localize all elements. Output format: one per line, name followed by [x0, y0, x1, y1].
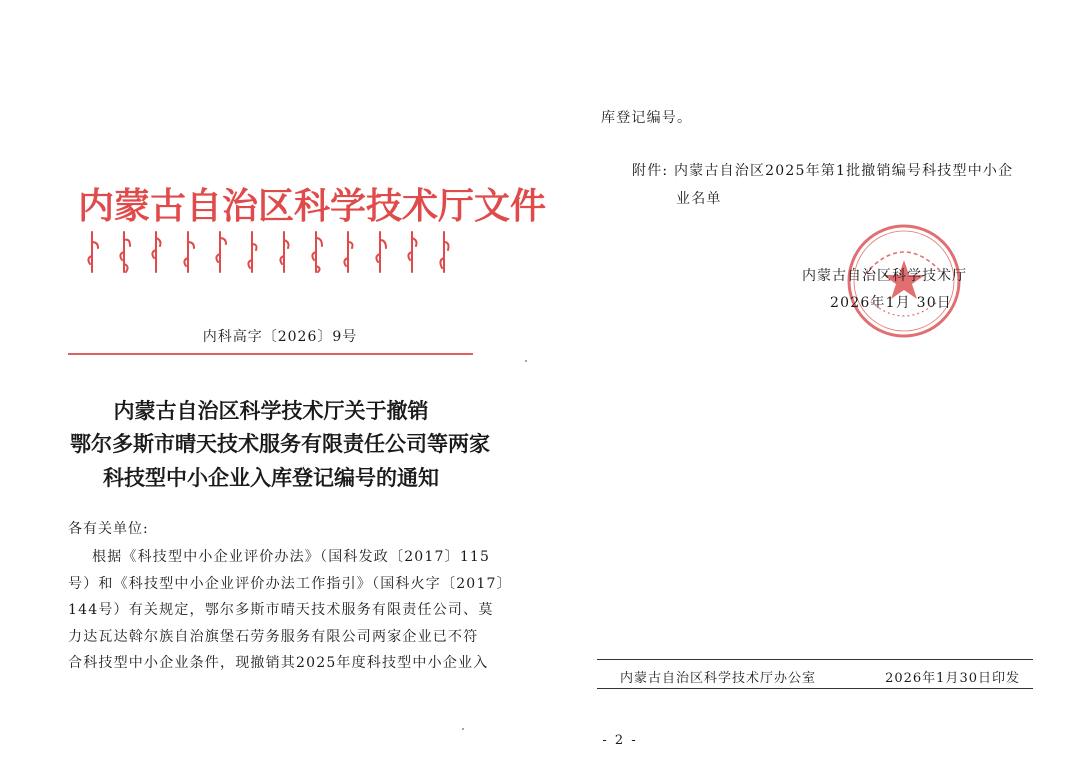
continuation-text: 库登记编号。 — [601, 110, 693, 126]
footer-rule-bottom — [597, 688, 1033, 689]
issuer-name: 内蒙古自治区科学技术厅 — [802, 268, 967, 284]
speck — [462, 728, 464, 730]
page-number: - 2 - — [602, 733, 638, 748]
document-number: 内科高字〔2026〕9号 — [202, 329, 358, 345]
body-line-4: 力达瓦达斡尔族自治旗堡石劳务服务有限公司两家企业已不符 — [68, 629, 479, 645]
attachment-line-2: 业名单 — [676, 191, 722, 207]
body-line-1: 根据《科技型中小企业评价办法》（国科发政〔2017〕115 — [92, 549, 491, 565]
footer-rule-top — [597, 659, 1033, 660]
speck — [525, 360, 527, 362]
title-line-3: 科技型中小企业入库登记编号的通知 — [103, 465, 439, 490]
print-date: 2026年1月30日印发 — [885, 671, 1020, 686]
title-line-2: 鄂尔多斯市晴天技术服务有限责任公司等两家 — [70, 431, 490, 456]
red-divider — [68, 353, 473, 355]
attachment-line-1: 附件: 内蒙古自治区2025年第1批撤销编号科技型中小企 — [632, 163, 1014, 179]
body-line-3: 144号）有关规定，鄂尔多斯市晴天技术服务有限责任公司、莫 — [68, 602, 494, 618]
salutation: 各有关单位: — [68, 521, 149, 537]
body-line-5: 合科技型中小企业条件，现撤销其2025年度科技型中小企业入 — [68, 655, 489, 671]
issuing-office: 内蒙古自治区科学技术厅办公室 — [620, 671, 817, 686]
mongolian-script-line — [84, 228, 454, 276]
issue-date: 2026年1月 30日 — [830, 295, 953, 311]
body-line-2: 号）和《科技型中小企业评价办法工作指引》（国科火字〔2017〕 — [68, 576, 512, 592]
title-line-1: 内蒙古自治区科学技术厅关于撤销 — [113, 398, 429, 423]
agency-title: 内蒙古自治区科学技术厅文件 — [78, 185, 547, 227]
